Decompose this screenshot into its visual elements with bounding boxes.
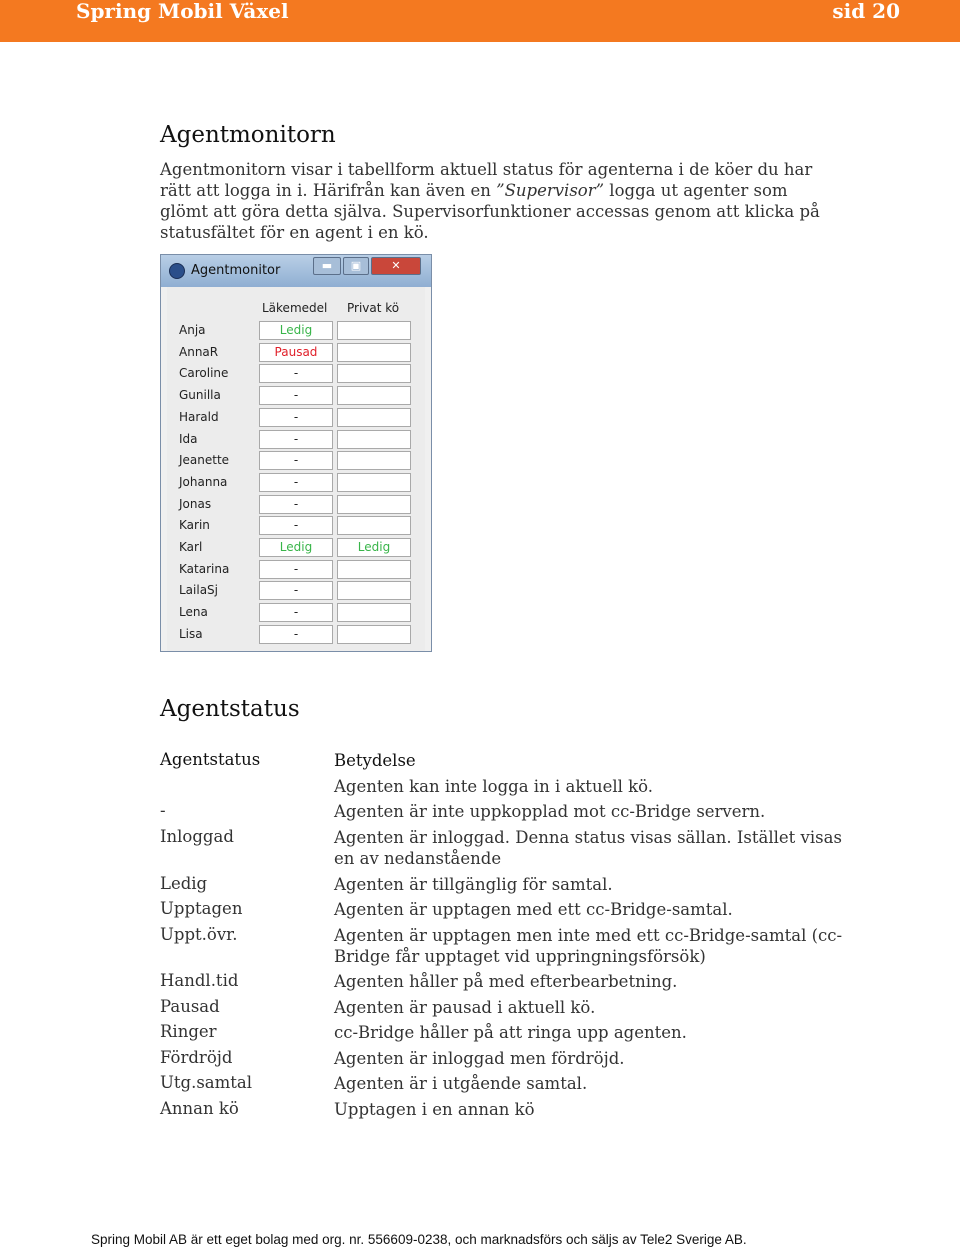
section-title-agentmonitorn: Agentmonitorn [160, 122, 336, 148]
agent-name: Karl [179, 540, 203, 554]
agent-grid [167, 287, 425, 652]
status-meaning: Agenten är upptagen med ett cc-Bridge-samtal. [334, 900, 733, 919]
close-icon[interactable]: ✕ [371, 257, 421, 275]
minimize-icon[interactable]: ▬ [313, 257, 341, 275]
status-cell-privat-ko[interactable] [337, 625, 411, 644]
agent-name: Caroline [179, 366, 229, 381]
agent-name: Jeanette [179, 453, 230, 468]
status-meaning: Agenten är inte uppkopplad mot cc-Bridge servern. [334, 802, 766, 821]
column-header-lakemedel: Läkemedel [262, 301, 328, 315]
status-meaning: Upptagen i en annan kö [334, 1100, 535, 1119]
agent-name: Lena [179, 605, 208, 620]
status-meaning: Agenten är tillgänglig för samtal. [334, 875, 613, 894]
status-cell-lakemedel[interactable]: - [259, 495, 333, 514]
page-number: sid 20 [832, 0, 900, 23]
brand-title: Spring Mobil Växel [76, 0, 289, 23]
status-cell-privat-ko[interactable] [337, 430, 411, 449]
status-cell-privat-ko[interactable] [337, 516, 411, 535]
window-title: Agentmonitor [191, 263, 281, 278]
status-cell-privat-ko[interactable] [337, 343, 411, 362]
status-cell-privat-ko[interactable]: Ledig [337, 538, 411, 557]
status-meaning: Agenten är inloggad men fördröjd. [334, 1049, 625, 1068]
status-cell-lakemedel[interactable]: - [259, 603, 333, 622]
status-cell-privat-ko[interactable] [337, 321, 411, 340]
status-key: Annan kö [160, 1099, 239, 1118]
status-cell-privat-ko[interactable] [337, 408, 411, 427]
agent-name: Katarina [179, 561, 230, 576]
status-meaning: Agenten kan inte logga in i aktuell kö. [334, 777, 654, 796]
app-icon [169, 263, 185, 279]
agent-name: Gunilla [179, 388, 221, 403]
status-cell-lakemedel[interactable]: - [259, 451, 333, 470]
status-cell-lakemedel[interactable]: Ledig [259, 538, 333, 557]
status-meaning: cc-Bridge håller på att ringa upp agenten. [334, 1023, 687, 1042]
status-cell-privat-ko[interactable] [337, 451, 411, 470]
intro-paragraph [160, 159, 820, 243]
status-meaning: Agenten är upptagen men inte med ett cc-Bridge-samtal (cc-Bridge får upptaget vid uppringningsförsök) [334, 926, 843, 966]
maximize-icon[interactable]: ▣ [343, 257, 369, 275]
status-meaning: Agenten håller på med efterbearbetning. [334, 972, 678, 991]
status-cell-lakemedel[interactable]: Ledig [259, 321, 333, 340]
status-cell-lakemedel[interactable]: - [259, 625, 333, 644]
status-cell-lakemedel[interactable]: - [259, 430, 333, 449]
status-key: Pausad [160, 997, 220, 1016]
status-key: Handl.tid [160, 971, 239, 990]
status-cell-privat-ko[interactable] [337, 364, 411, 383]
header-betydelse: Betydelse [334, 751, 416, 770]
status-cell-lakemedel[interactable]: - [259, 473, 333, 492]
status-meaning: Agenten är pausad i aktuell kö. [334, 998, 596, 1017]
status-key: Ringer [160, 1022, 217, 1041]
status-key: Fördröjd [160, 1048, 233, 1067]
status-key: - [160, 801, 166, 820]
status-cell-privat-ko[interactable] [337, 386, 411, 405]
agent-name: Lisa [179, 626, 203, 641]
agentmonitor-window [160, 254, 432, 652]
status-cell-lakemedel[interactable]: - [259, 560, 333, 579]
status-key: Uppt.övr. [160, 925, 238, 944]
header-agentstatus: Agentstatus [160, 750, 261, 769]
status-cell-privat-ko[interactable] [337, 473, 411, 492]
status-cell-lakemedel[interactable]: - [259, 364, 333, 383]
status-meaning: Agenten är i utgående samtal. [334, 1074, 588, 1093]
agent-name: Ida [179, 431, 198, 446]
window-titlebar[interactable] [161, 255, 431, 287]
intro-text-a: Agentmonitorn visar i tabellform aktuell status för agenterna i de köer du har rätt att logga in i. Härifrån kan även en [160, 160, 813, 200]
agent-name: Anja [179, 323, 206, 337]
status-key: Ledig [160, 874, 208, 893]
status-meaning: Agenten är inloggad. Denna status visas sällan. Istället visas en av nedanstående [334, 828, 842, 868]
status-key: Inloggad [160, 827, 234, 846]
status-cell-privat-ko[interactable] [337, 495, 411, 514]
status-cell-lakemedel[interactable]: - [259, 581, 333, 600]
column-header-privat-ko: Privat kö [347, 301, 400, 315]
intro-text-em: ”Supervisor” [496, 181, 605, 200]
status-cell-lakemedel[interactable]: - [259, 516, 333, 535]
agent-name: AnnaR [179, 344, 219, 359]
agent-name: Johanna [179, 474, 228, 489]
agent-name: Karin [179, 518, 210, 533]
status-cell-lakemedel[interactable]: - [259, 386, 333, 405]
status-cell-privat-ko[interactable] [337, 603, 411, 622]
status-key: Utg.samtal [160, 1073, 253, 1092]
agent-name: Jonas [179, 496, 212, 511]
section-title-agentstatus: Agentstatus [160, 696, 300, 722]
status-cell-privat-ko[interactable] [337, 581, 411, 600]
agent-name: LailaSj [179, 583, 219, 598]
agent-name: Harald [179, 409, 219, 424]
status-key: Upptagen [160, 899, 243, 918]
status-cell-lakemedel[interactable]: - [259, 408, 333, 427]
intro-text-b: logga ut agenter som glömt att göra detta själva. Supervisorfunktioner accessas genom att klicka på statusfältet för en agent i en kö. [160, 181, 820, 242]
footer-text: Spring Mobil AB är ett eget bolag med org. nr. 556609-0238, och marknadsförs och säljs av Tele2 Sverige AB. [91, 1232, 747, 1247]
status-cell-privat-ko[interactable] [337, 560, 411, 579]
header-bar [0, 0, 960, 42]
status-cell-lakemedel[interactable]: Pausad [259, 343, 333, 362]
